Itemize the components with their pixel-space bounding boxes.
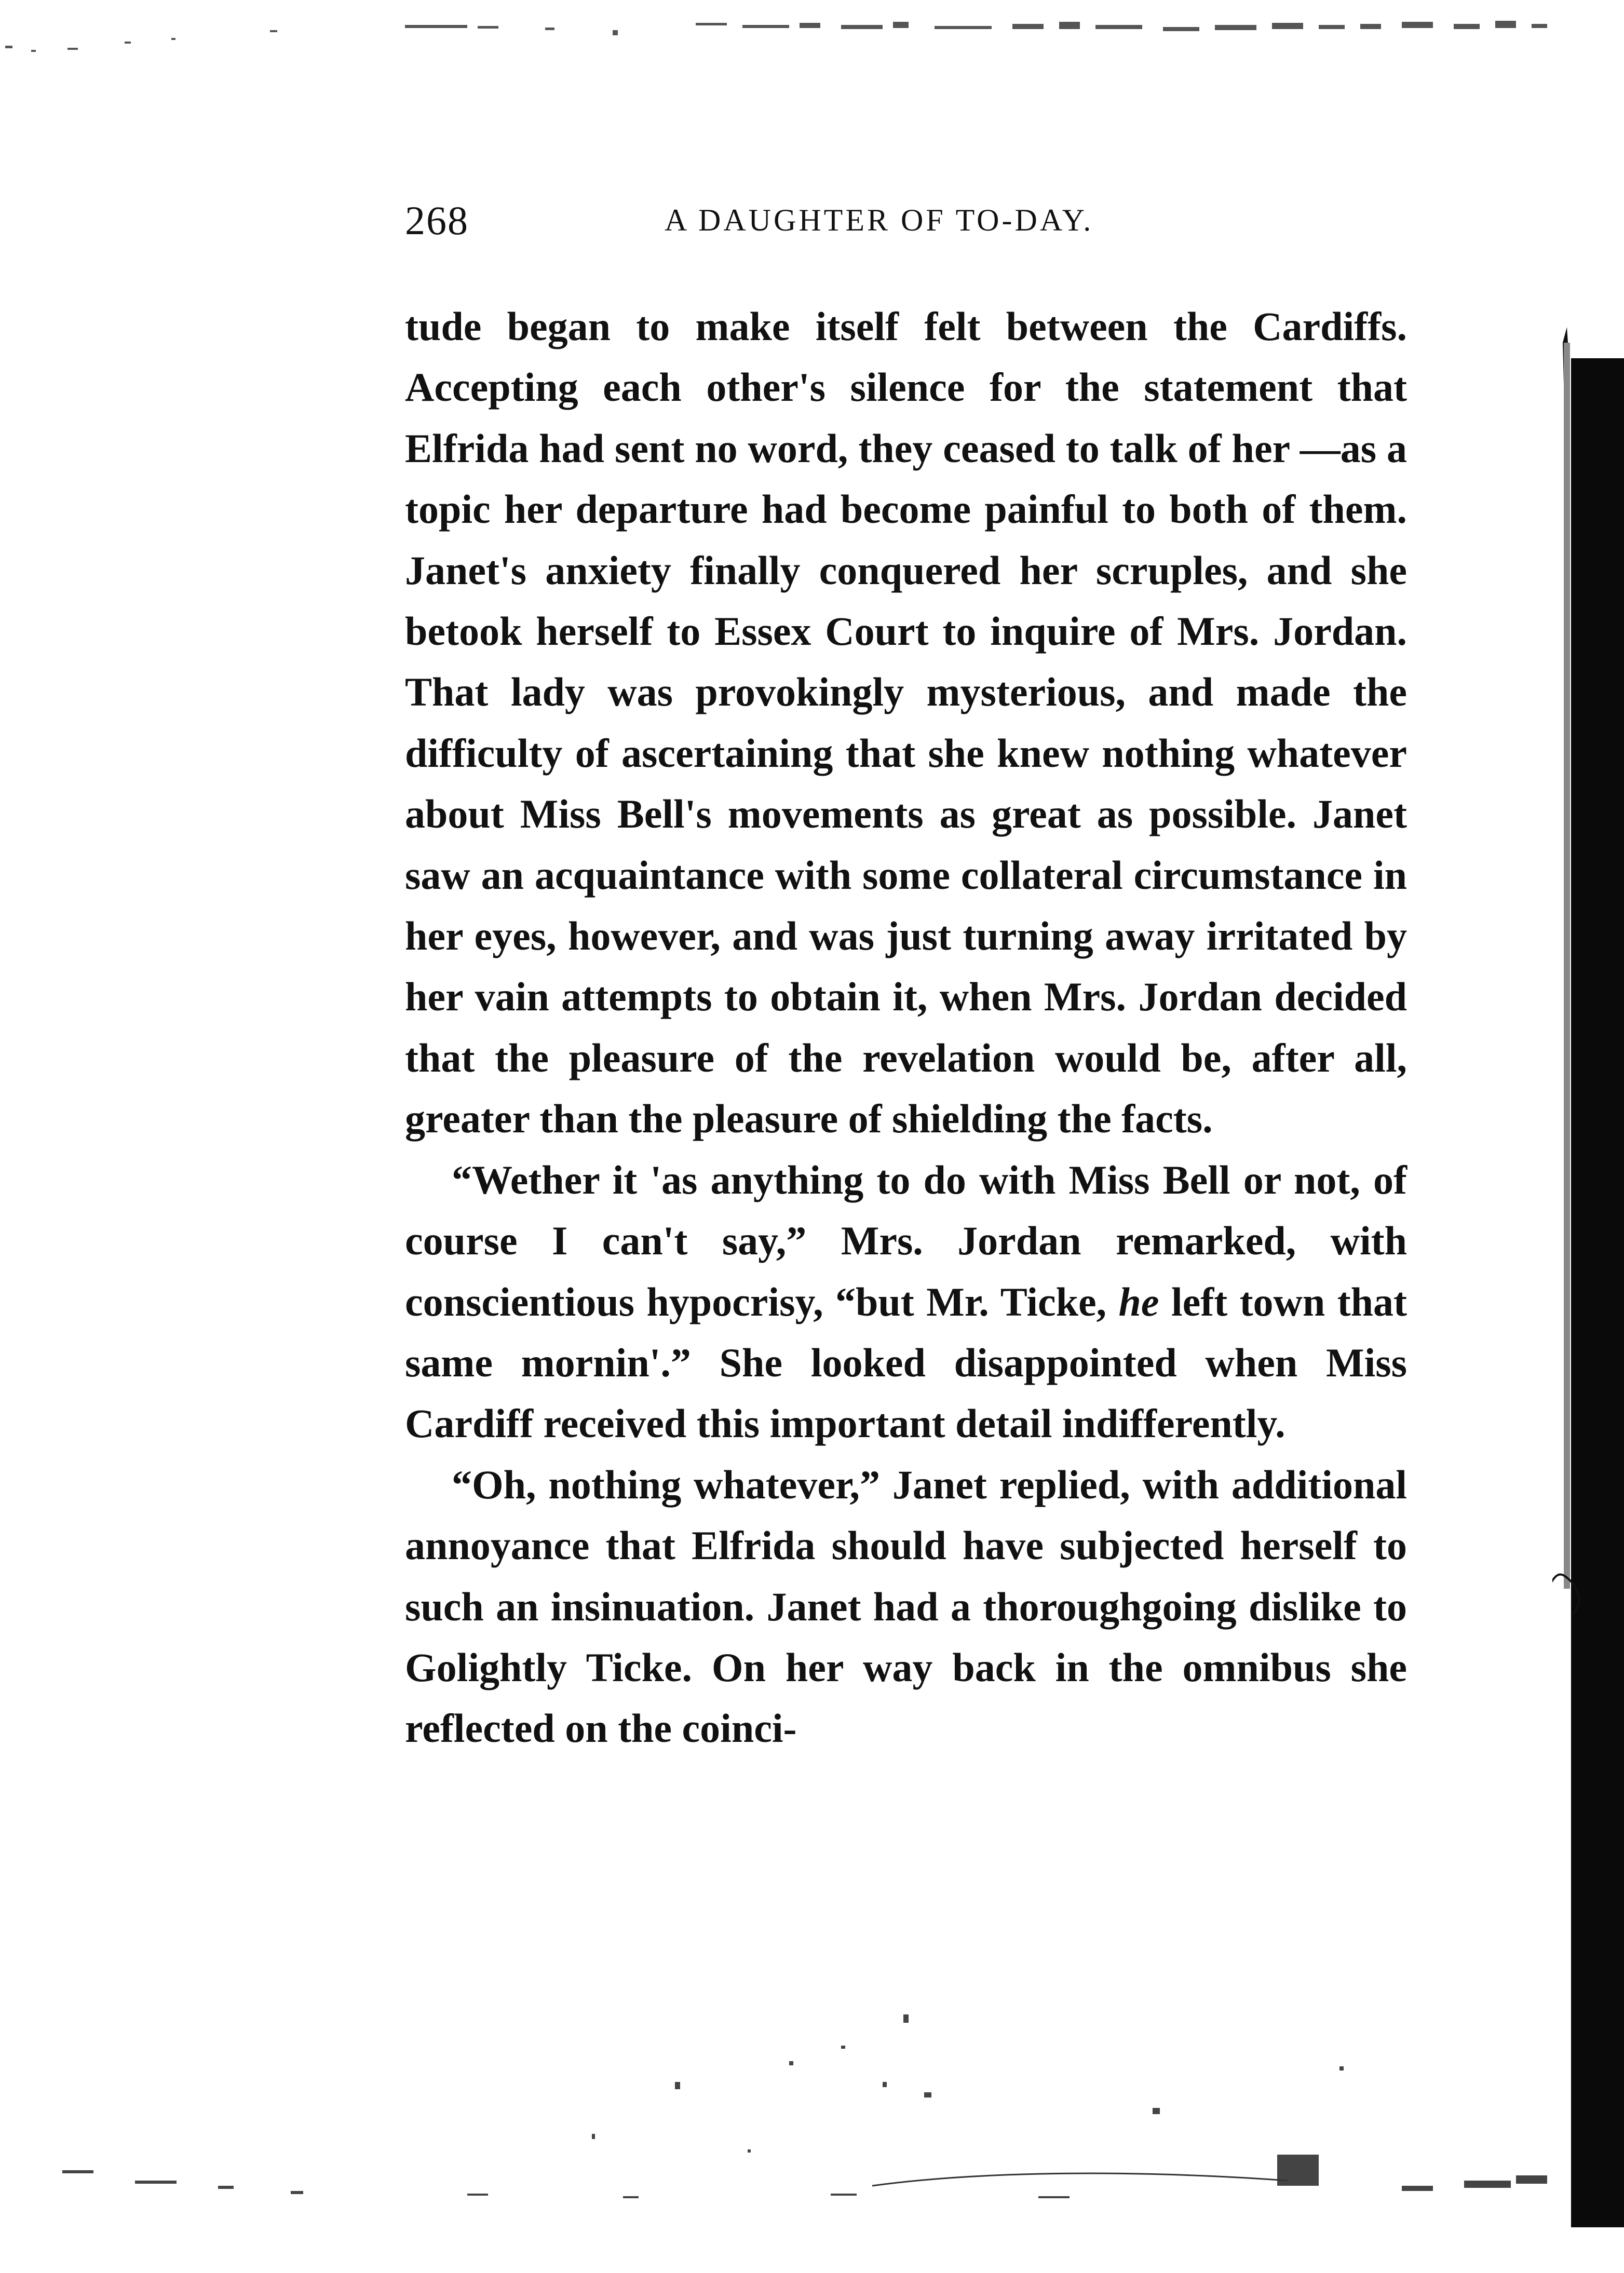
body-text	[405, 296, 1407, 1759]
running-title: A DAUGHTER OF TO-DAY.	[665, 203, 1094, 237]
paragraph-2-italic: he	[1118, 1279, 1159, 1324]
paragraph-2-text-a: “Wether it 'as anything to do with Miss Bell or not, of course I can't say,” Mrs. Jordan remarked, with conscientious hypocrisy, “but Mr. Ticke,	[405, 1157, 1407, 1324]
scan-noise-top	[0, 9, 1584, 66]
page-number: 268	[405, 198, 469, 243]
running-head	[405, 197, 1443, 254]
paragraph-3: “Oh, nothing whatever,” Janet replied, with additional annoyance that Elfrida should have subjected herself to such an insinuation. Janet had a thoroughgoing dislike to Golightly Ticke. On her way back in the omnibus she reflected on the coinci-	[405, 1462, 1407, 1751]
paragraph-2-text-b: left town that same mornin'.” She looked disappointed when Miss Cardiff received this important detail indifferently.	[405, 1279, 1407, 1446]
paragraph-2	[405, 1149, 1407, 1454]
scan-noise-bottom	[0, 2014, 1624, 2233]
paragraph-1: tude began to make itself felt between the Cardiffs. Accepting each other's silence for the statement that Elfrida had sent no word, they ceased to talk of her —as a topic her departure had become painful to both of them. Janet's anxiety finally conquered her scruples, and she betook herself to Essex Court to inquire of Mrs. Jordan. That lady was provokingly mysterious, and made the difficulty of ascertaining that she knew nothing whatever about Miss Bell's movements as great as possible. Janet saw an acquaintance with some collateral circumstance in her eyes, however, and was just turning away irritated by her vain attempts to obtain it, when Mrs. Jordan decided that the pleasure of the revelation would be, after all, greater than the pleasure of shielding the facts.	[405, 304, 1407, 1142]
book-binding-edge	[1552, 312, 1624, 2233]
